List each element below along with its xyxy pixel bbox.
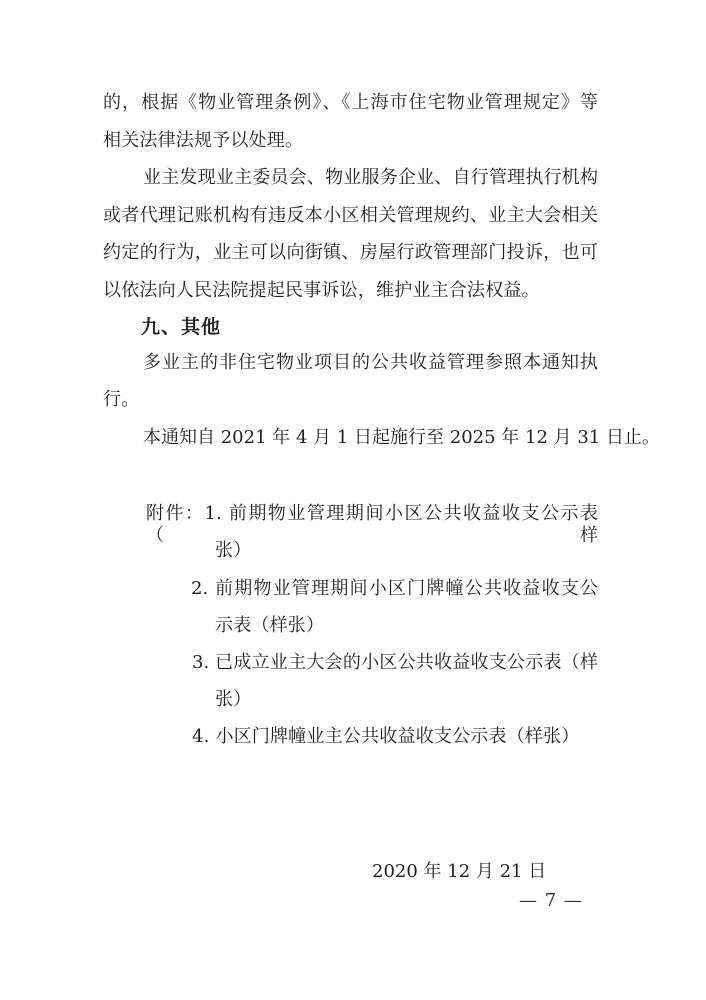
body-line: 以依法向人民法院提起民事诉讼，维护业主合法权益。 xyxy=(103,280,540,301)
body-line: 行。 xyxy=(103,389,140,410)
section-heading: 九、其他 xyxy=(141,316,222,338)
attachment-line: 示表（样张） xyxy=(215,615,325,636)
body-line: 相关法律法规予以处理。 xyxy=(103,130,304,151)
body-line: 业主发现业主委员会、物业服务企业、自行管理执行机构 xyxy=(143,167,598,188)
attachment-line: 2. 前期物业管理期间小区门牌幢公共收益收支公 xyxy=(191,578,598,599)
document-date: 2020 年 12 月 21 日 xyxy=(372,861,547,882)
body-line: 或者代理记账机构有违反本小区相关管理规约、业主大会相关 xyxy=(103,205,598,226)
body-line: 约定的行为，业主可以向街镇、房屋行政管理部门投诉，也可 xyxy=(103,242,598,263)
attachment-line: 张） xyxy=(215,689,252,710)
body-line: 的，根据《物业管理条例》、《上海市住宅物业管理规定》等 xyxy=(103,92,598,113)
attachment-line: 附件：1. 前期物业管理期间小区公共收益收支公示表（样 xyxy=(146,503,598,546)
attachment-line: 4. 小区门牌幢业主公共收益收支公示表（样张） xyxy=(192,726,580,747)
attachment-line: 张） xyxy=(215,540,252,561)
body-line: 多业主的非住宅物业项目的公共收益管理参照本通知执 xyxy=(143,352,598,373)
body-line: 本通知自 2021 年 4 月 1 日起施行至 2025 年 12 月 31 日止。 xyxy=(143,427,660,448)
attachment-line: 3. 已成立业主大会的小区公共收益收支公示表（样 xyxy=(192,652,598,673)
page-number: — 7 — xyxy=(519,890,583,911)
